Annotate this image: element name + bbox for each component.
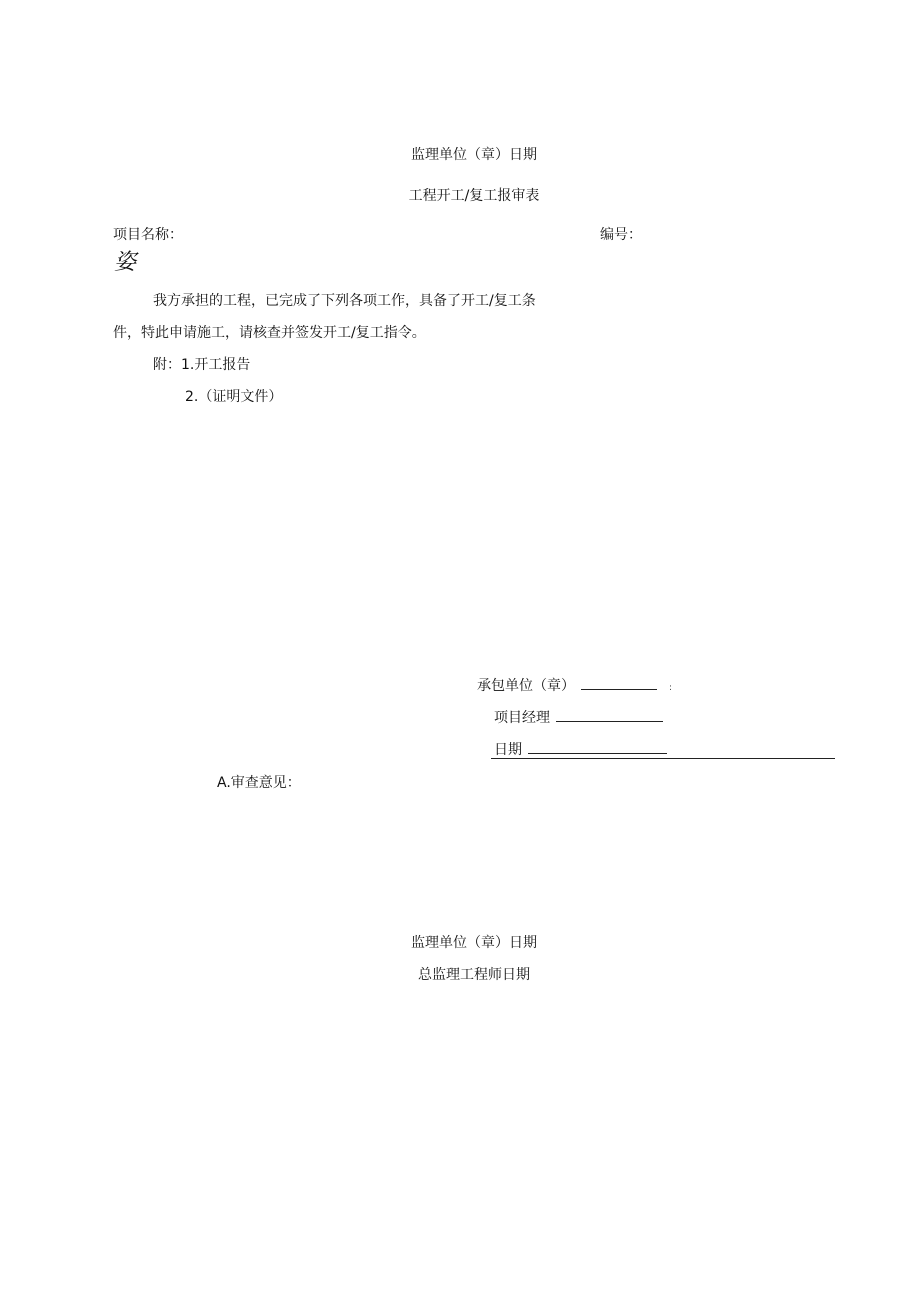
- project-manager-line: [494, 708, 663, 727]
- form-title: 工程开工/复工报审表: [408, 188, 540, 204]
- project-manager-blank: [556, 708, 663, 722]
- contractor-unit-line: [477, 676, 657, 695]
- tick-mark: :: [669, 683, 673, 693]
- project-manager-label: 项目经理: [494, 710, 550, 726]
- supervisor-stamp-date-top: 监理单位（章）日期: [411, 147, 537, 163]
- contractor-date-blank: [528, 740, 667, 754]
- project-name-label: 项目名称：: [113, 227, 183, 243]
- contractor-unit-label: 承包单位（章）: [477, 678, 575, 694]
- chief-engineer-date: 总监理工程师日期: [418, 967, 530, 983]
- application-text-line-2: 件，特此申请施工，请核查并签发开工/复工指令。: [113, 325, 426, 341]
- section-divider-line: [491, 758, 835, 759]
- serial-number-label: 编号：: [600, 227, 642, 243]
- application-text-line-1: 我方承担的工程，已完成了下列各项工作，具备了开工/复工条: [153, 293, 536, 309]
- contractor-date-line: [494, 740, 667, 759]
- recipient-handwritten-mark: 姿: [114, 250, 137, 275]
- contractor-date-label: 日期: [494, 742, 522, 758]
- attachment-item-2: 2.（证明文件）: [185, 389, 283, 405]
- review-opinion-label: A.审查意见：: [217, 775, 301, 791]
- attachment-item-1: 附：1.开工报告: [153, 357, 251, 373]
- supervisor-stamp-date-bottom: 监理单位（章）日期: [411, 935, 537, 951]
- contractor-unit-blank: [581, 676, 657, 690]
